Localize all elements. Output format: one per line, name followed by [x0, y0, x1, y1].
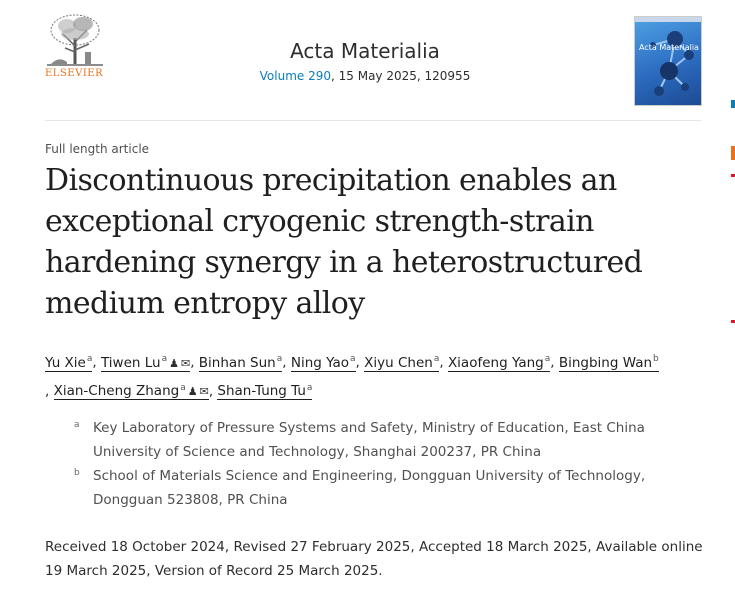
- author-name: Binhan Sun: [198, 354, 276, 371]
- author-sup: b: [653, 354, 659, 364]
- sidebar-edge-mark: [731, 320, 735, 323]
- sidebar-edge-mark: [731, 100, 735, 108]
- author-tiwen-lu[interactable]: [101, 355, 190, 372]
- affiliation-text: Key Laboratory of Pressure Systems and Safety, Ministry of Education, East China University of Science and Technology, Shanghai 200237, PR China: [93, 420, 645, 460]
- publication-dates: Received 18 October 2024, Revised 27 February 2025, Accepted 18 March 2025, Available online 19 March 2025, Version of Record 25 March 2025.: [45, 539, 703, 579]
- sidebar-edge-mark: [731, 174, 735, 177]
- author-sup: a: [350, 354, 356, 364]
- author-sup: a: [180, 382, 186, 393]
- author-name: Yu Xie: [45, 354, 86, 371]
- author-name: Bingbing Wan: [558, 354, 653, 371]
- author-ning-yao[interactable]: [291, 355, 356, 372]
- journal-info: [215, 39, 515, 83]
- author-name: Shan-Tung Tu: [217, 383, 306, 399]
- author-name: Xiaofeng Yang: [447, 354, 544, 371]
- person-icon: ♟: [187, 385, 198, 398]
- affiliation-text: School of Materials Science and Engineering, Dongguan University of Technology, Dongguan 523808, PR China: [93, 468, 646, 508]
- cover-title: Acta Materialia: [639, 43, 699, 52]
- author-yu-xie[interactable]: [45, 355, 92, 372]
- author-sup: a: [306, 382, 313, 393]
- publisher-name: ELSEVIER: [45, 68, 104, 79]
- author-sup: a: [544, 354, 551, 364]
- header-divider: [45, 120, 701, 121]
- cover-molecule-graphic: [635, 17, 701, 105]
- affiliation-mark: b: [74, 468, 80, 478]
- journal-meta: [215, 69, 515, 83]
- author-sup: a: [86, 354, 93, 364]
- person-icon: ♟: [169, 356, 179, 370]
- author-xiaofeng-yang[interactable]: [448, 355, 550, 372]
- author-list: Yu Xie$^a$, Tiwen Lu$^a$ ♟ ✉, Binhan Sun$^a$, Ning Yao$^a$, Xiyu Chen$^a$, Xiaofeng Yang$^a$, Bingbing Wan$^b$ , Xian-Cheng Zhang$^a$ ♟ ✉, Shan-Tung Tu$^a$: [45, 354, 659, 399]
- author-name: Xian-Cheng Zhang: [53, 383, 180, 399]
- issue-info: , 15 May 2025, 120955: [331, 69, 471, 83]
- mail-icon: ✉: [199, 385, 209, 398]
- journal-cover-image[interactable]: [634, 16, 702, 106]
- author-binhan-sun[interactable]: [199, 355, 282, 372]
- journal-title[interactable]: Acta Materialia: [290, 39, 440, 63]
- article-header: [45, 12, 701, 118]
- elsevier-tree-icon: [45, 12, 105, 68]
- author-bingbing-wan[interactable]: [559, 355, 659, 372]
- affiliation-mark: a: [74, 420, 80, 430]
- author-shan-tung-tu[interactable]: [217, 383, 312, 400]
- volume-link[interactable]: Volume 290: [259, 69, 332, 83]
- author-xian-cheng-zhang[interactable]: [54, 383, 209, 400]
- author-name: Tiwen Lu: [100, 354, 161, 371]
- sidebar-edge-mark: [731, 146, 735, 160]
- article-type: Full length article: [45, 142, 150, 156]
- elsevier-logo[interactable]: [45, 12, 105, 82]
- author-xiyu-chen[interactable]: [364, 355, 439, 372]
- affiliation-a: [74, 416, 694, 464]
- author-sup: a: [161, 354, 168, 364]
- author-sup: a: [433, 354, 440, 364]
- author-name: Xiyu Chen: [364, 354, 433, 371]
- author-sup: a: [276, 354, 283, 364]
- article-title: Discontinuous precipitation enables an exceptional cryogenic strength-strain hardening synergy in a heterostructured medium entropy alloy: [45, 163, 643, 321]
- affiliation-b: [74, 464, 694, 512]
- mail-icon: ✉: [180, 356, 191, 370]
- author-name: Ning Yao: [290, 354, 350, 371]
